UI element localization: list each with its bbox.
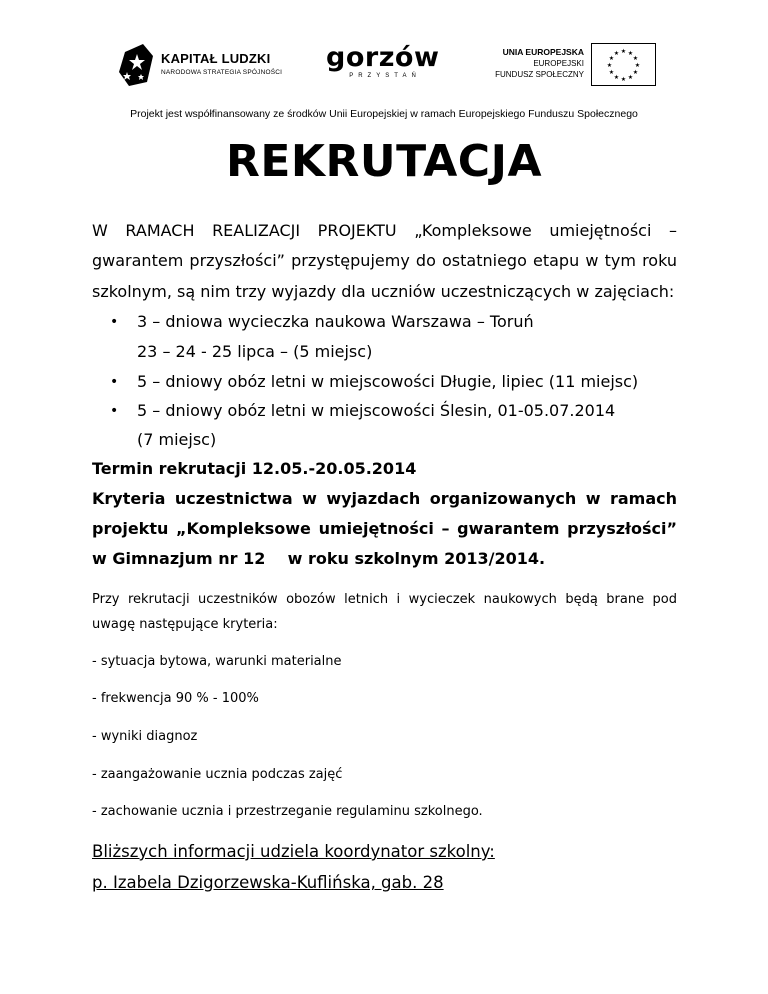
eu-flag-icon — [591, 43, 656, 86]
criteria-heading-line-1: Kryteria uczestnictwa w wyjazdach organizowanych w ramach — [92, 489, 677, 508]
eu-logo-line-3: FUNDUSZ SPOŁECZNY — [495, 70, 584, 79]
svg-text:★: ★ — [608, 55, 615, 62]
kapital-ludzki-logo-icon — [117, 42, 157, 88]
kapital-ludzki-title: KAPITAŁ LUDZKI — [161, 51, 271, 66]
recruitment-deadline: Termin rekrutacji 12.05.-20.05.2014 — [92, 459, 417, 478]
svg-text:★: ★ — [627, 74, 634, 81]
page-title: REKRUTACJA — [225, 136, 542, 187]
criteria-heading-line-2: projektu „Kompleksowe umiejętności – gwarantem przyszłości” — [92, 519, 677, 538]
svg-text:★: ★ — [627, 50, 634, 57]
trip-3-line-2: (7 miejsc) — [137, 430, 217, 449]
kapital-ludzki-subtitle: NARODOWA STRATEGIA SPÓJNOŚCI — [161, 69, 283, 76]
criteria-item: - zachowanie ucznia i przestrzeganie regulaminu szkolnego. — [92, 804, 483, 819]
gorzow-logo-name: gorzów — [326, 42, 440, 73]
bullet-icon: • — [110, 314, 119, 330]
bullet-icon: • — [110, 374, 119, 390]
eu-logo-line-1: UNIA EUROPEJSKA — [502, 47, 584, 57]
gorzow-logo-subtitle: PRZYSTAŃ — [349, 73, 421, 79]
criteria-intro-line-1: Przy rekrutacji uczestników obozów letnich i wycieczek naukowych będą brane pod — [92, 592, 677, 607]
eu-logo-line-2: EUROPEJSKI — [533, 59, 584, 68]
intro-line-3: szkolnym, są nim trzy wyjazdy dla uczniów uczestniczących w zajęciach: — [92, 282, 675, 301]
eu-logo-text — [488, 47, 584, 80]
svg-text:★: ★ — [613, 74, 620, 81]
intro-line-1: W RAMACH REALIZACJI PROJEKTU „Kompleksowe umiejętności – — [92, 221, 677, 240]
gorzow-logo — [326, 44, 438, 84]
contact-line-2: p. Izabela Dzigorzewska-Kuflińska, gab. 28 — [92, 873, 444, 892]
svg-text:★: ★ — [606, 62, 613, 69]
intro-line-2: gwarantem przyszłości” przystępujemy do ostatniego etapu w tym roku — [92, 251, 677, 270]
criteria-intro-line-2: uwagę następujące kryteria: — [92, 617, 278, 632]
svg-text:★: ★ — [632, 55, 639, 62]
criteria-item: - sytuacja bytowa, warunki materialne — [92, 654, 342, 669]
contact-line-1: Bliższych informacji udziela koordynator szkolny: — [92, 842, 495, 861]
kapital-ludzki-logo — [117, 42, 287, 88]
criteria-heading-line-3: w Gimnazjum nr 12 w roku szkolnym 2013/2014. — [92, 549, 546, 568]
trip-3-line-1: 5 – dniowy obóz letni w miejscowości Ślesin, 01-05.07.2014 — [137, 401, 616, 420]
svg-text:★: ★ — [613, 50, 620, 57]
trip-2-line-1: 5 – dniowy obóz letni w miejscowości Długie, lipiec (11 miejsc) — [137, 372, 639, 391]
criteria-item: - wyniki diagnoz — [92, 729, 198, 744]
svg-text:★: ★ — [632, 69, 639, 76]
criteria-item: - zaangażowanie ucznia podczas zajęć — [92, 767, 343, 782]
cofinancing-note: Projekt jest współfinansowany ze środków Unii Europejskiej w ramach Europejskiego Funduszu Społecznego — [130, 108, 638, 120]
criteria-item: - frekwencja 90 % - 100% — [92, 691, 259, 706]
trip-1-line-2: 23 – 24 - 25 lipca – (5 miejsc) — [137, 342, 373, 361]
svg-text:★: ★ — [620, 48, 627, 55]
svg-text:★: ★ — [634, 62, 641, 69]
trip-1-line-1: 3 – dniowa wycieczka naukowa Warszawa – Toruń — [137, 312, 534, 331]
svg-text:★: ★ — [608, 69, 615, 76]
svg-text:★: ★ — [620, 76, 627, 83]
bullet-icon: • — [110, 403, 119, 419]
